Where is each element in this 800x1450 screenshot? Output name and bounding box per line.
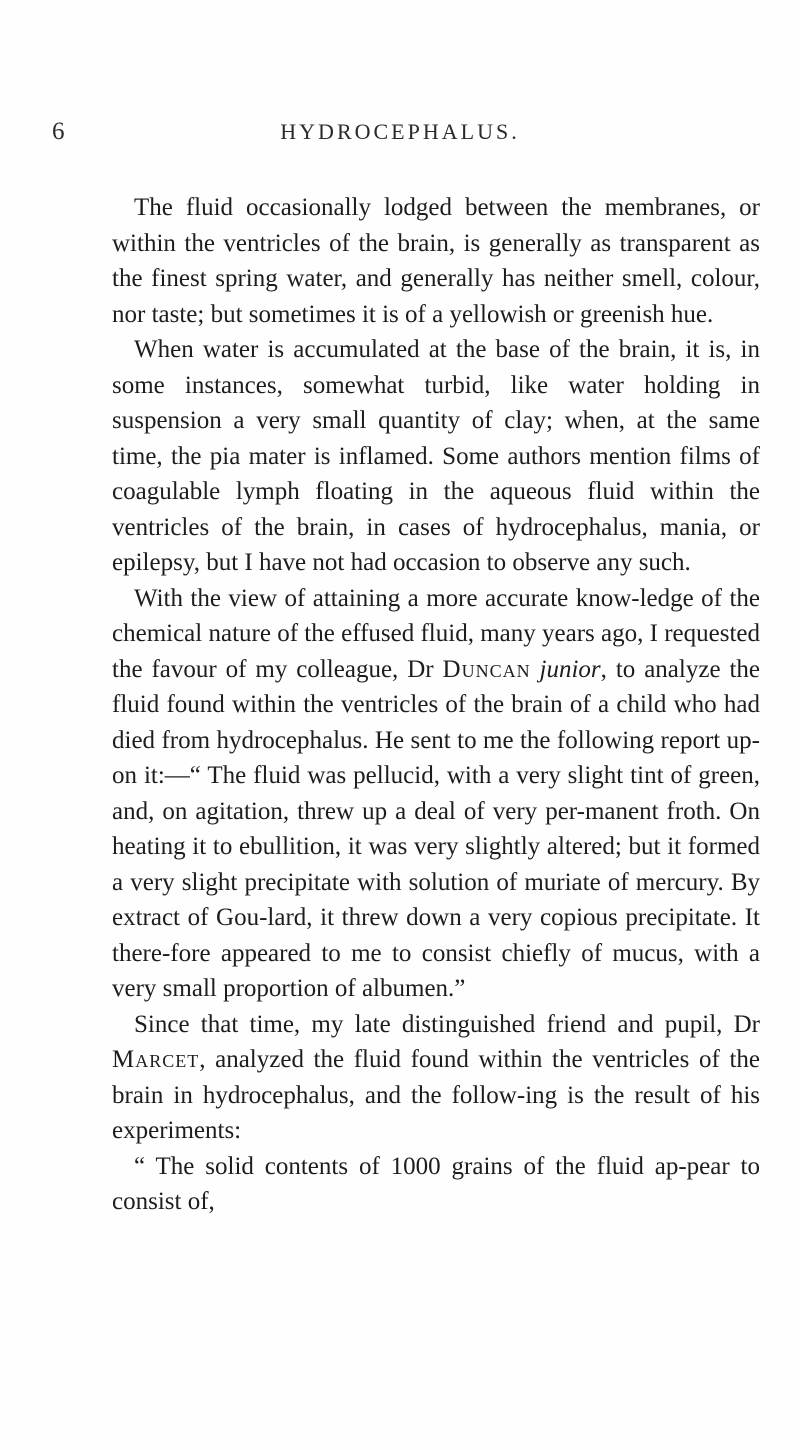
paragraph-marcet-after: , analyzed the fluid found within the ventricles of the brain in hydrocephalus, and the follow-ing is the result of his experiments: — [112, 1046, 760, 1144]
page-number: 6 — [52, 118, 65, 145]
author-name-duncan: Duncan — [442, 655, 531, 683]
running-head: HYDROCEPHALUS. — [280, 119, 520, 144]
paragraph-marcet-intro — [112, 1007, 760, 1149]
paragraph-solid-contents: “ The solid contents of 1000 grains of the fluid ap-pear to consist of, — [112, 1152, 760, 1215]
paragraph-water-at-base: When water is accumulated at the base of the brain, it is, in some instances, somewhat turbid, like water holding in suspension a very small quantity of clay; when, at the same time, the pia mater is inflamed. Some authors mention films of coagulable lymph floating in the aqueous fluid within the ventricles of the brain, in cases of hydrocephalus, mania, or epilepsy, but I have not had occasion to observe any such. — [112, 336, 760, 576]
paragraph-duncan-after: , to analyze the fluid found within the ventricles of the brain of a child who had died from hydrocephalus. He sent to me the following report up-on it:—“ The fluid was pellucid, with a very slight tint of green, and, on agitation, threw up a deal of very per-manent froth. On heating it to ebullition, it was very slightly altered; but it formed a very slight precipitate with solution of muriate of mercury. By extract of Gou-lard, it threw down a very copious precipitate. It there-fore appeared to me to consist chiefly of mucus, with a very small proportion of albumen.” — [112, 655, 761, 1002]
paragraph-duncan-before: With the view of attaining a more accurate know-ledge of the chemical nature of the effused fluid, many years ago, I requested the favour of my colleague, Dr — [112, 584, 760, 683]
page-header — [0, 112, 800, 152]
body-text — [112, 190, 760, 1220]
paragraph-duncan-report — [112, 581, 760, 1007]
paragraph-fluid-description: The fluid occasionally lodged between the membranes, or within the ventricles of the brain, is generally as transparent as the finest spring water, and generally has neither smell, colour, nor taste; but sometimes it is of a yellowish or greenish hue. — [112, 194, 760, 328]
paragraph-marcet-before: Since that time, my late distinguished friend and pupil, Dr — [134, 1010, 760, 1038]
author-suffix-junior: junior — [539, 655, 601, 683]
author-name-marcet: Marcet — [112, 1046, 200, 1073]
